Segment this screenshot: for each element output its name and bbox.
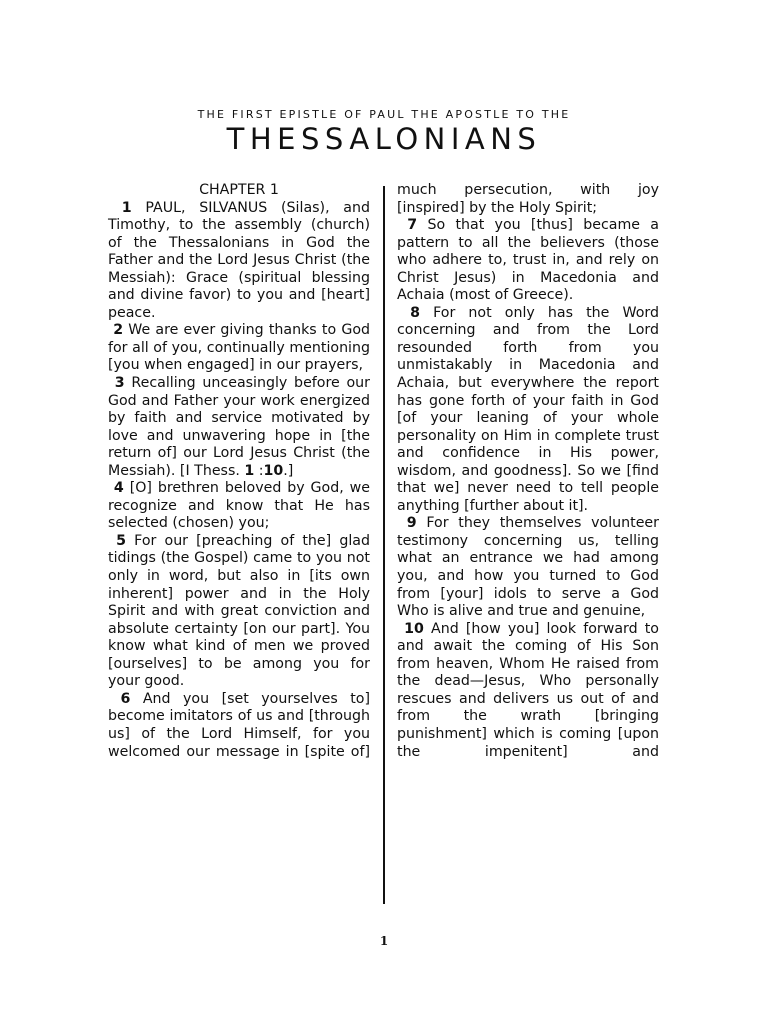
verse [108, 533, 370, 691]
verse-number: 7 [407, 217, 418, 234]
verse-number: 6 [120, 690, 131, 707]
verse-text: For not only has the Word concerning and from the Lord resounded forth from you unmistakably in Macedonia and Achaia, but everywhere the report has gone forth of your faith in God [of your leaning of your whole personality on Him in complete trust and confidence in His power, wisdom, and goodness]. So we [find that we] never need to tell people anything [further about it]. [397, 304, 659, 514]
verse [397, 305, 659, 516]
verse [397, 515, 659, 620]
right-text-column [397, 182, 659, 761]
cross-reference-end: .] [283, 462, 294, 479]
verse-text: We are ever giving thanks to God for all of you, continually mentioning [you when engaged] in our prayers, [108, 322, 370, 374]
verse [108, 375, 370, 480]
chapter-heading: CHAPTER 1 [199, 182, 279, 198]
verse-text: For our [preaching of the] glad tidings (the Gospel) came to you not only in word, but also in [its own inherent] power and in the Holy Spirit and with great conviction and absolute certainty [on our part]. You know what kind of men we proved [ourselves] to be among you for your good. [108, 532, 370, 690]
verse-text: Recalling unceasingly before our God and Father your work energized by faith and service motivated by love and unwavering hope in [the return of] our Lord Jesus Christ (the Messiah). [I Thess. [108, 375, 370, 479]
verse-text: PAUL, SILVANUS (Silas), and Timothy, to the assembly (church) of the Thessalonians in God the Father and the Lord Jesus Christ (the Messiah): Grace (spiritual blessing and divine favor) to you and [heart] peace. [108, 199, 371, 321]
cross-reference-verse: 10 [263, 462, 284, 479]
verse-text: [O] brethren beloved by God, we recognize and know that He has selected (chosen) you; [108, 480, 370, 532]
verse-number: 2 [113, 322, 124, 339]
left-text-column [108, 182, 370, 761]
verse-number: 4 [113, 480, 124, 497]
cross-reference-chapter: 1 [244, 462, 255, 479]
verse-number: 3 [114, 375, 125, 392]
verse [108, 691, 370, 761]
page-number: 1 [379, 934, 389, 948]
verse-number: 1 [121, 199, 132, 216]
verse-text: So that you [thus] became a pattern to all the believers (those who adhere to, trust in, and rely on Christ Jesus) in Macedonia and Achaia (most of Greece). [397, 217, 659, 304]
book-title: THESSALONIANS [226, 122, 542, 156]
verse-number: 9 [406, 515, 417, 532]
verse-number: 5 [116, 532, 127, 549]
verse [397, 217, 659, 305]
cross-reference-separator: : [254, 462, 264, 479]
verse [397, 621, 659, 761]
verse [108, 200, 370, 323]
verse-continuation [397, 182, 659, 217]
column-divider [383, 186, 385, 904]
verse [108, 322, 370, 375]
book-subtitle: THE FIRST EPISTLE OF PAUL THE APOSTLE TO THE [197, 108, 571, 121]
verse-text: And [how you] look forward to and await the coming of His Son from heaven, Whom He raised from the dead—Jesus, Who personally rescues and delivers us out of and from the wrath [bringing punishment] which is coming [upon the impenitent] and [397, 620, 659, 760]
verse-number: 10 [404, 620, 424, 637]
verse-text: For they themselves volunteer testimony concerning us, telling what an entrance we had among you, and how you turned to God from [your] idols to serve a God Who is alive and true and genuine, [397, 515, 659, 620]
verse-text: And you [set yourselves to] become imitators of us and [through us] of the Lord Himself, for you welcomed our message in [spite of] [108, 690, 370, 760]
verse-text: much persecution, with joy [inspired] by the Holy Spirit; [397, 182, 659, 216]
verse [108, 480, 370, 533]
verse-number: 8 [410, 304, 420, 321]
